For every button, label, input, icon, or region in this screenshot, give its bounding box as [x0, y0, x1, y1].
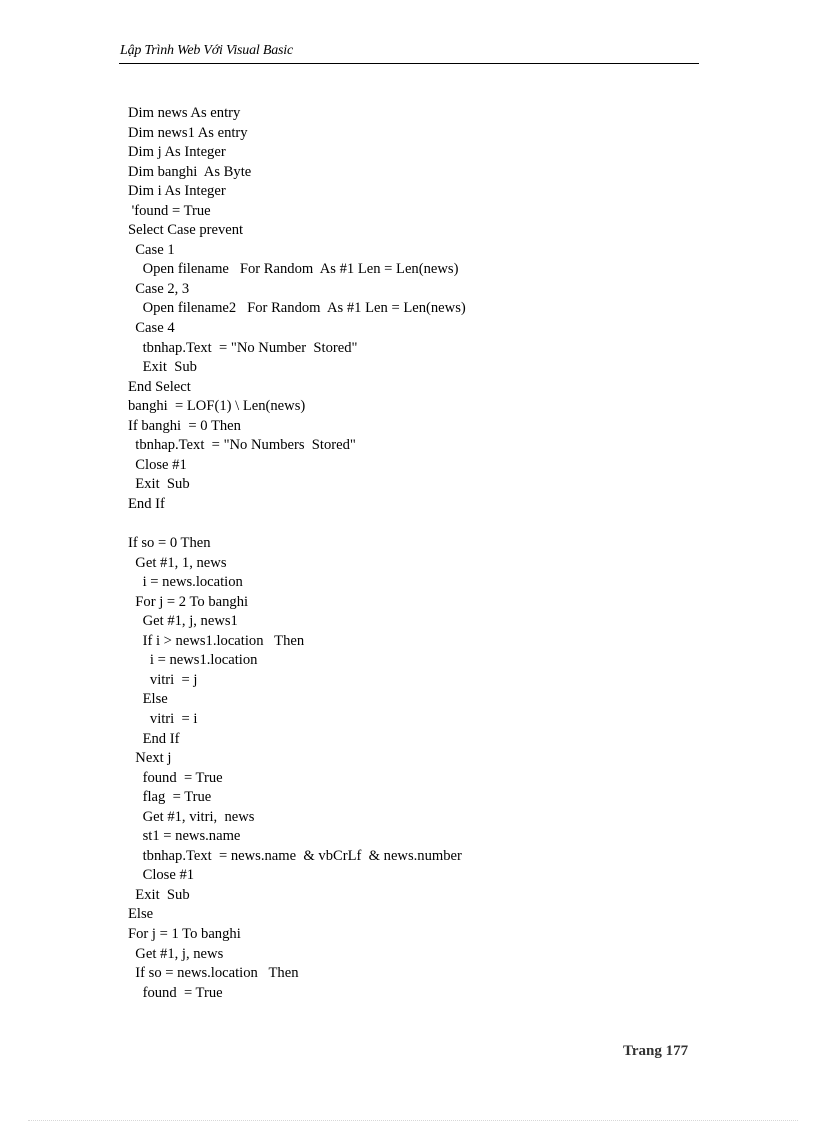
- code-line: found = True: [128, 769, 223, 786]
- code-line: i = news1.location: [128, 652, 258, 669]
- code-line: If so = news.location Then: [128, 965, 299, 982]
- footer-divider: [28, 1120, 798, 1121]
- code-line: found = True: [128, 984, 223, 1001]
- code-line: vitri = j: [128, 671, 198, 688]
- code-line: banghi = LOF(1) \ Len(news): [128, 398, 306, 415]
- code-line: If i > news1.location Then: [128, 632, 305, 649]
- code-line: tbnhap.Text = "No Number Stored": [128, 339, 358, 356]
- code-line: [128, 514, 466, 534]
- running-header-title: Lập Trình Web Với Visual Basic: [120, 43, 293, 58]
- code-line: i = news.location: [128, 574, 243, 591]
- code-line: st1 = news.name: [128, 828, 241, 845]
- code-line: Next j: [128, 750, 172, 767]
- code-line: tbnhap.Text = "No Numbers Stored": [128, 437, 356, 454]
- header-divider: [119, 63, 699, 64]
- code-line: End If: [128, 495, 165, 512]
- code-line: Get #1, j, news: [128, 945, 224, 962]
- code-line: Dim banghi As Byte: [128, 163, 252, 180]
- code-line: Case 2, 3: [128, 280, 190, 297]
- code-line: vitri = i: [128, 710, 198, 727]
- code-line: Get #1, j, news1: [128, 613, 238, 630]
- code-line: End If: [128, 730, 180, 747]
- code-line: Case 1: [128, 241, 175, 258]
- code-line: Select Case prevent: [128, 222, 244, 239]
- code-line: flag = True: [128, 789, 212, 806]
- code-line: Dim news As entry: [128, 105, 241, 121]
- code-line: Close #1: [128, 867, 195, 884]
- code-line: If banghi = 0 Then: [128, 417, 241, 434]
- code-line: End Select: [128, 378, 191, 395]
- code-line: For j = 2 To banghi: [128, 593, 249, 610]
- code-line: Exit Sub: [128, 359, 197, 376]
- code-line: Close #1: [128, 456, 187, 473]
- code-line: If so = 0 Then: [128, 535, 211, 552]
- code-line: Dim i As Integer: [128, 183, 226, 200]
- code-line: 'found = True: [128, 202, 211, 219]
- code-line: Exit Sub: [128, 476, 190, 493]
- page-number: Trang 177: [623, 1043, 689, 1059]
- code-line: Dim news1 As entry: [128, 124, 248, 141]
- code-line: Get #1, vitri, news: [128, 808, 255, 825]
- code-line: Get #1, 1, news: [128, 554, 227, 571]
- code-line: For j = 1 To banghi: [128, 925, 241, 942]
- code-line: Else: [128, 906, 154, 923]
- code-line: Dim j As Integer: [128, 144, 226, 161]
- code-line: tbnhap.Text = news.name & vbCrLf & news.number: [128, 847, 462, 864]
- code-line: Case 4: [128, 320, 175, 337]
- code-listing: [128, 104, 466, 1003]
- code-line: Exit Sub: [128, 886, 190, 903]
- code-line: Open filename2 For Random As #1 Len = Len(news): [128, 300, 466, 317]
- code-line: Open filename For Random As #1 Len = Len(news): [128, 261, 459, 278]
- code-line: Else: [128, 691, 168, 708]
